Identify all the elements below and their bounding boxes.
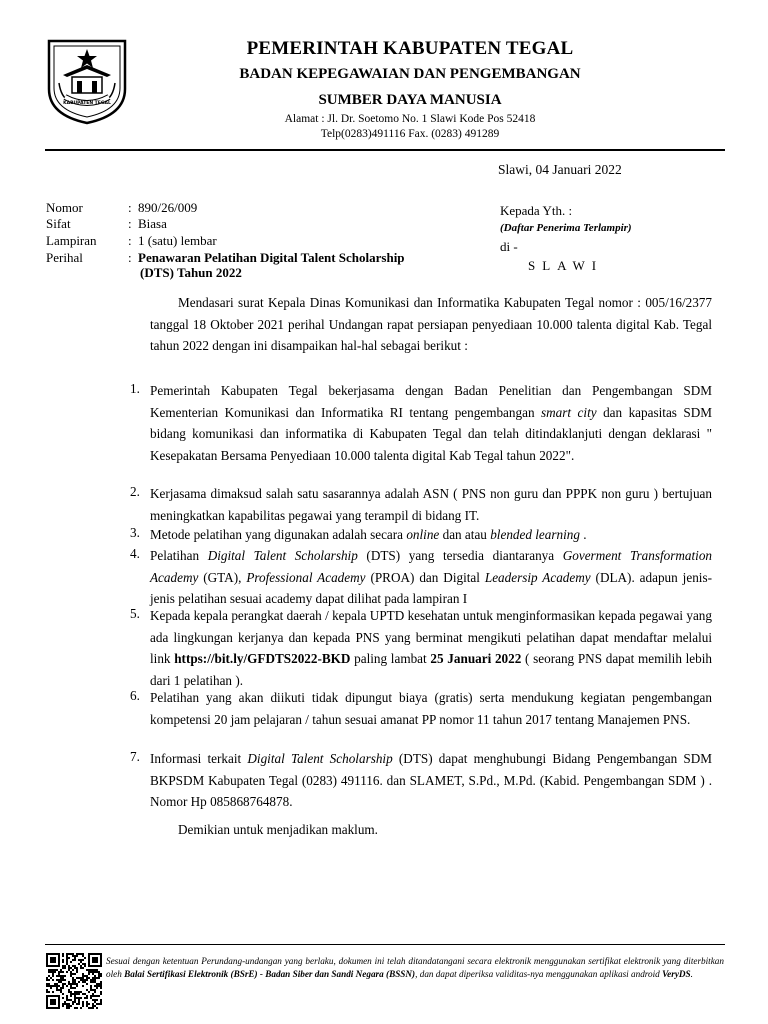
perihal-value-line1: Penawaran Pelatihan Digital Talent Scholarship <box>138 250 405 265</box>
qr-code-icon <box>46 953 102 1009</box>
perihal-value-line2: (DTS) Tahun 2022 <box>140 265 242 280</box>
org-name-line2: BADAN KEPEGAWAIAN DAN PENGEMBANGAN <box>239 66 581 82</box>
list-item: Pelatihan Digital Talent Scholarship (DTS) yang tersedia diantaranya Goverment Transformation Academy (GTA), Professional Academy (PROA) dan Digital Leadersip Academy (DLA). adapun jenis-jenis pelatihan sesuai academy dapat dilihat pada lampiran I <box>150 548 713 606</box>
colon: : <box>128 233 132 248</box>
list-item: Metode pelatihan yang digunakan adalah secara online dan atau blended learning . <box>150 527 587 542</box>
intro-paragraph: Mendasari surat Kepala Dinas Komunikasi dan Informatika Kabupaten Tegal nomor : 005/16/2377 tanggal 18 Oktober 2021 perihal Undangan rapat persiapan penyediaan 10.000 talenta digital Kab. Tegal tahun 2022 dengan ini disampaikan hal-hal sebagai berikut : <box>150 295 712 353</box>
e-signature-notice: Sesuai dengan ketentuan Perundang-undangan yang berlaku, dokumen ini telah ditandatangani secara elektronik menggunakan sertifikat elektronik yang diterbitkan oleh Balai Sertifikasi Elektronik (BSrE) - Badan Siber dan Sandi Negara (BSSN), dan dapat diperiksa validitas-nya menggunakan aplikasi android VeryDS. <box>106 956 724 979</box>
item-number: 4. <box>130 546 140 561</box>
recipient-greeting: Kepada Yth. : <box>500 203 573 218</box>
registration-link[interactable]: https://bit.ly/GFDTS2022-BKD <box>174 651 351 666</box>
list-item: Pelatihan yang akan diikuti tidak dipungut biaya (gratis) serta mendukung kegiatan pengembangan kompetensi 20 jam pelajaran / tahun sesuai amanat PP nomor 11 tahun 2017 tentang Manajemen PNS. <box>150 690 712 727</box>
perihal-label: Perihal <box>46 250 83 265</box>
footer-divider <box>45 944 725 945</box>
regency-logo <box>45 37 129 125</box>
item-number: 3. <box>130 525 140 540</box>
colon: : <box>128 250 132 265</box>
item-number: 7. <box>130 749 140 764</box>
org-phone: Telp(0283)491116 Fax. (0283) 491289 <box>320 128 500 140</box>
sifat-label: Sifat <box>46 216 71 231</box>
letter-date: Slawi, 04 Januari 2022 <box>498 162 622 177</box>
letterhead-divider <box>45 149 725 151</box>
nomor-value: 890/26/009 <box>138 200 198 215</box>
logo-caption: KABUPATEN TEGAL <box>63 101 111 106</box>
colon: : <box>128 216 132 231</box>
org-name-line3: SUMBER DAYA MANUSIA <box>318 92 502 108</box>
item-number: 1. <box>130 381 140 396</box>
list-item: Informasi terkait Digital Talent Scholarship (DTS) dapat menghubungi Bidang Pengembangan SDM BKPSDM Kabupaten Tegal (0283) 491116. dan SLAMET, S.Pd., M.Pd. (Kabid. Pengembangan SDM ) . Nomor Hp 085868764878. <box>150 751 712 809</box>
list-item: Kerjasama dimaksud salah satu sasarannya adalah ASN ( PNS non guru dan PPPK non guru ) bertujuan meningkatkan kapabilitas pegawai yang terampil di bidang IT. <box>150 486 712 523</box>
lampiran-value: 1 (satu) lembar <box>138 233 217 248</box>
org-address: Alamat : Jl. Dr. Soetomo No. 1 Slawi Kode Pos 52418 <box>284 113 536 125</box>
list-item: Kepada kepala perangkat daerah / kepala UPTD kesehatan untuk menginformasikan kepada pegawai yang ada lingkungan kerjanya dan kepada PNS yang berminat mengikuti pelatihan dapat mendaftar melalui link https://bit.ly/GFDTS2022-BKD paling lambat 25 Januari 2022 ( seorang PNS dapat memilih lebih dari 1 pelatihan ). <box>150 608 713 688</box>
colon: : <box>128 200 132 215</box>
recipient-list: (Daftar Penerima Terlampir) <box>500 222 632 234</box>
sifat-value: Biasa <box>138 216 167 231</box>
lampiran-label: Lampiran <box>46 233 97 248</box>
closing-sentence: Demikian untuk menjadikan maklum. <box>178 822 378 837</box>
list-item: Pemerintah Kabupaten Tegal bekerjasama dengan Badan Penelitian dan Pengembangan SDM Kementerian Komunikasi dan Informatika RI tentang pengembangan smart city dan kapasitas SDM bidang komunikasi dan informatika di Kabupaten Tegal dan telah ditindaklanjuti dengan deklarasi " Kesepakatan Bersama Penyediaan 10.000 talenta digital Kab Tegal tahun 2022". <box>150 383 712 463</box>
nomor-label: Nomor <box>46 200 83 215</box>
item-number: 6. <box>130 688 140 703</box>
item-number: 2. <box>130 484 140 499</box>
recipient-place: SLAWI <box>528 258 604 273</box>
org-name-line1: PEMERINTAH KABUPATEN TEGAL <box>246 38 574 59</box>
recipient-at: di - <box>500 239 518 254</box>
item-number: 5. <box>130 606 140 621</box>
